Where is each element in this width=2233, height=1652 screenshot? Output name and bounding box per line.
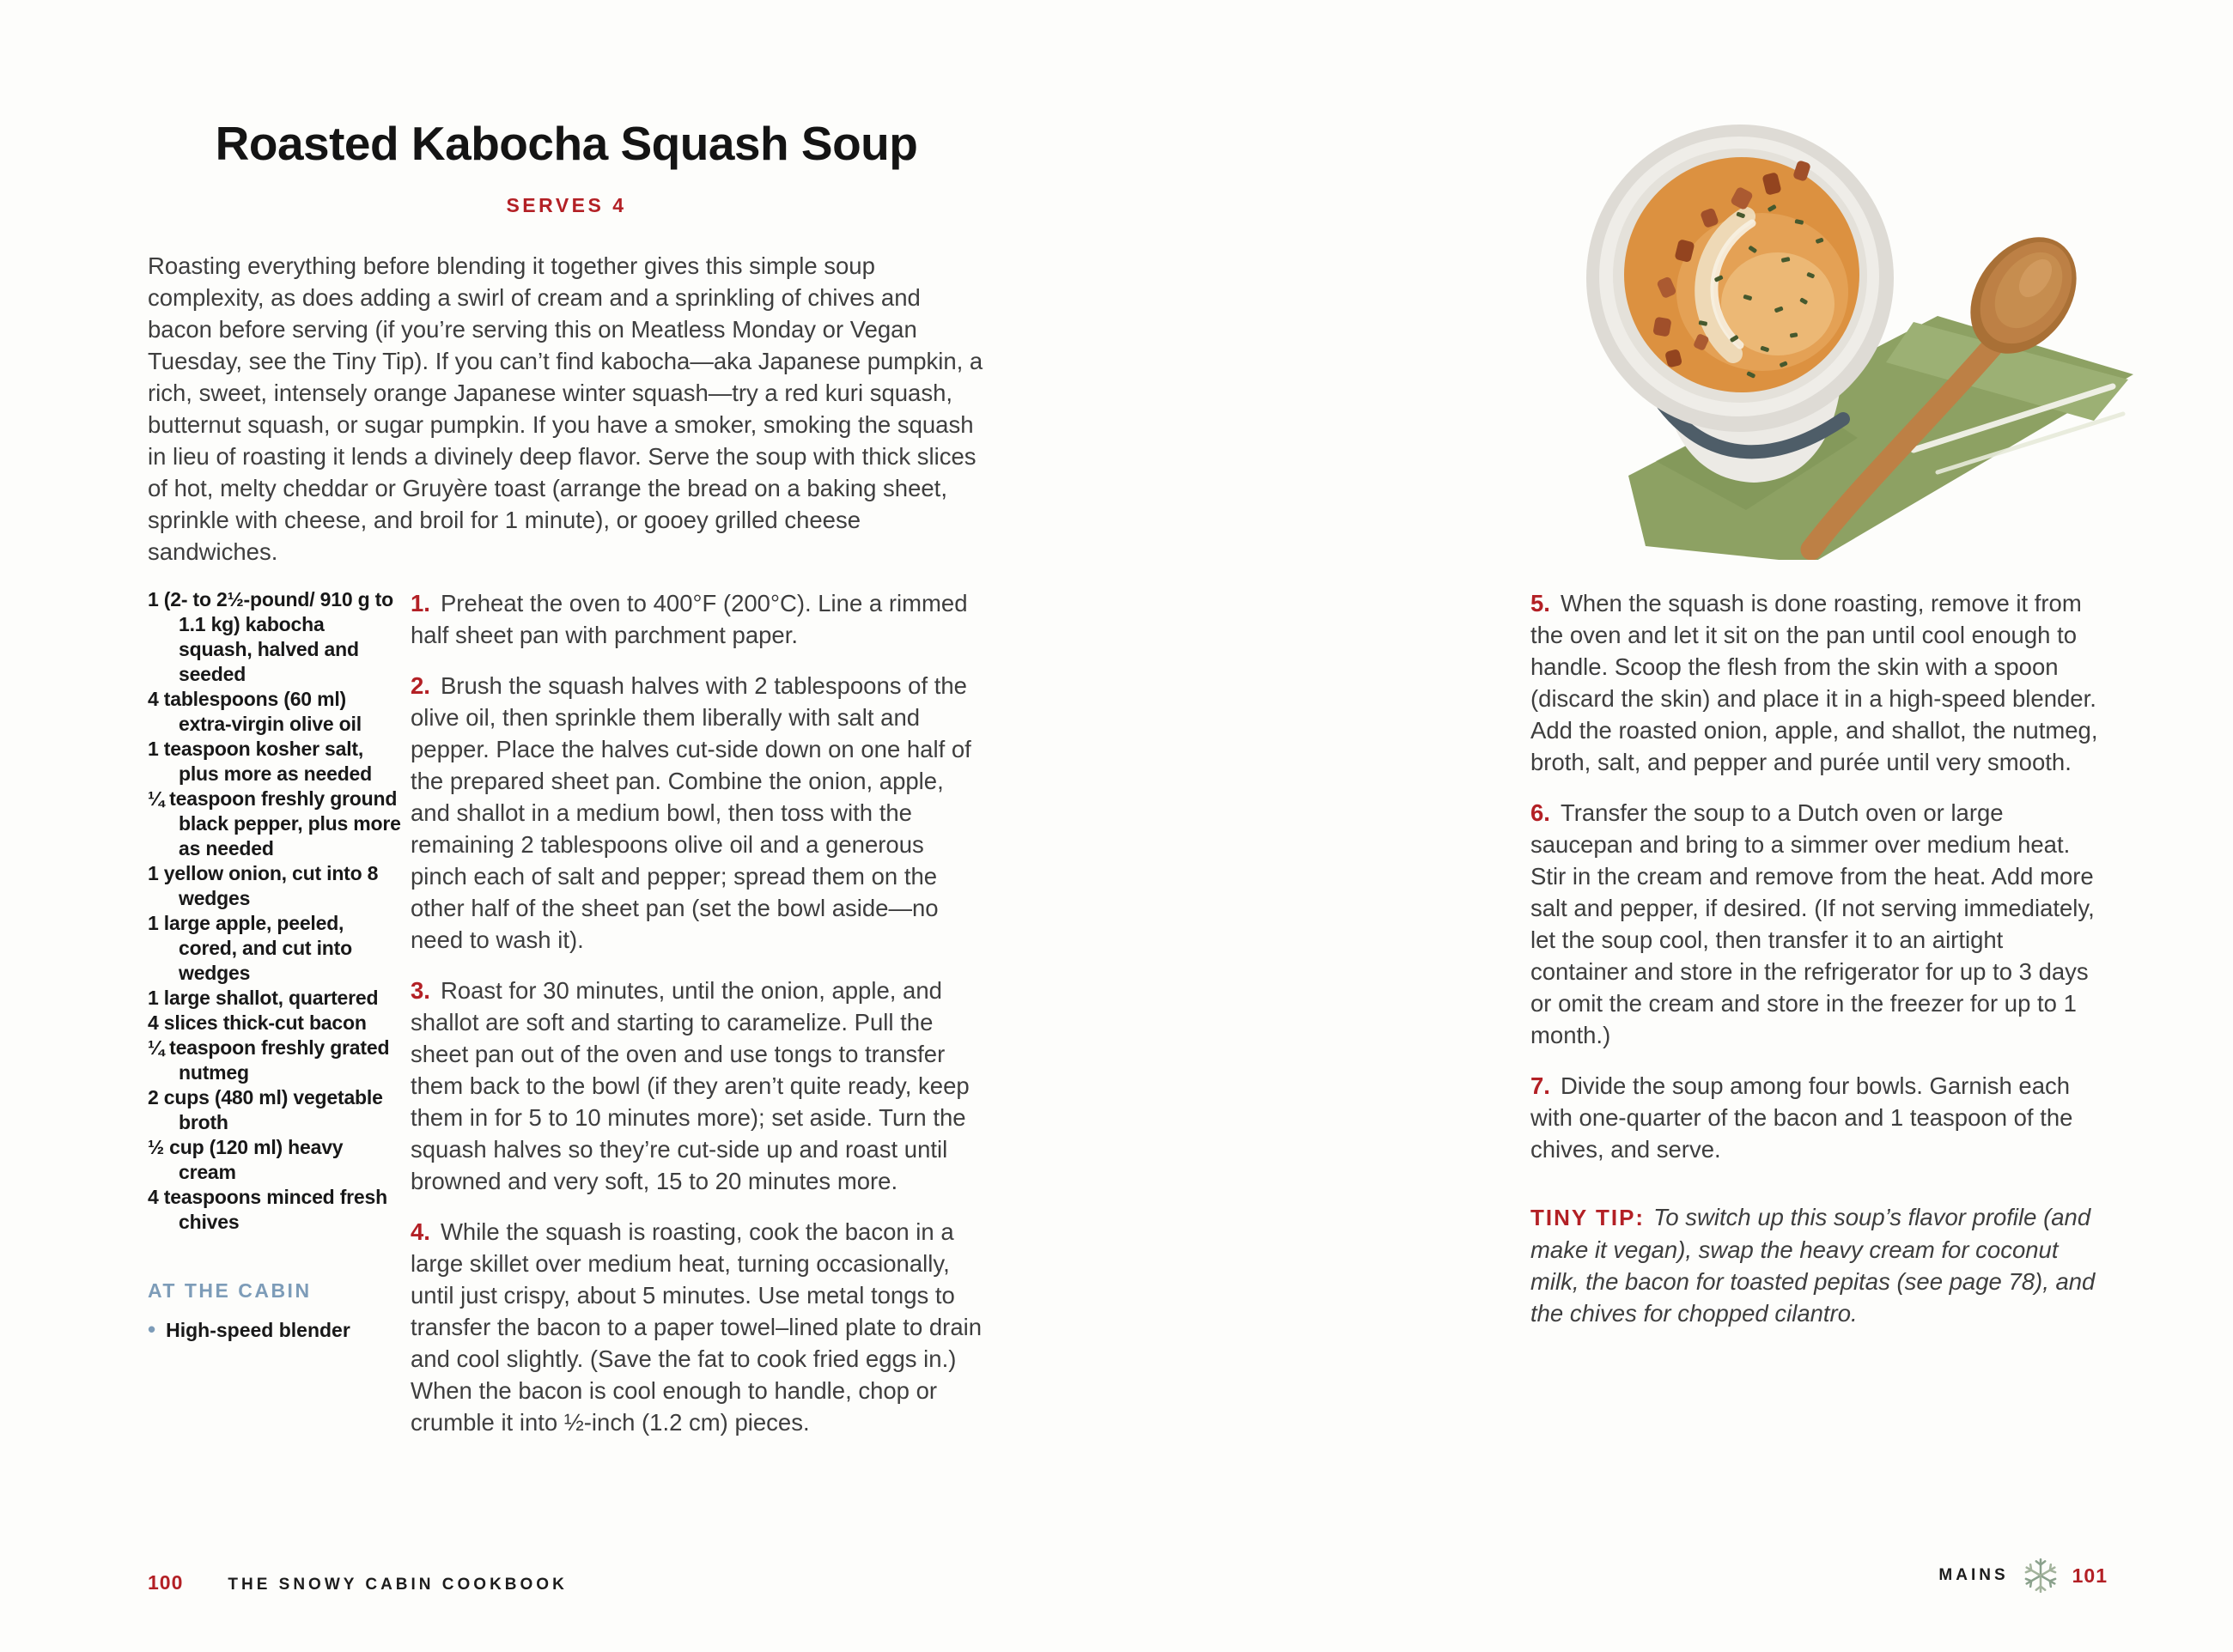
- ingredient-item: 1 yellow onion, cut into 8 wedges: [148, 862, 379, 909]
- soup-bowl-illustration-svg: [1570, 79, 2137, 560]
- soup-bowl-illustration: [1570, 79, 2137, 560]
- recipe-title: Roasted Kabocha Squash Soup: [215, 117, 918, 170]
- recipe-intro: Roasting everything before blending it together gives this simple soup complexity, as does adding a swirl of cream and a sprinkling of chives and bacon before serving (if you’re serving this on Meatless Monday or Vegan Tuesday, see the Tiny Tip). If you can’t find kabocha—aka Japanese pumpkin, a rich, sweet, intensely orange Japanese winter squash—try a red kuri squash, butternut squash, or sugar pumpkin. If you have a smoker, smoking the squash in lieu of roasting it lends a divinely deep flavor. Serve the soup with thick slices of hot, melty cheddar or Gruyère toast (arrange the bread on a baking sheet, sprinkle with cheese, and broil for 1 minute), or gooey grilled cheese sandwiches.: [148, 252, 983, 565]
- right-column: [1530, 587, 2106, 1329]
- step-number: 2.: [411, 672, 430, 699]
- serves-label: SERVES 4: [506, 194, 627, 216]
- equipment-label: High-speed blender: [166, 1319, 350, 1341]
- ingredient-item: 1 (2- to 2½-pound/ 910 g to 1.1 kg) kabocha squash, halved and seeded: [148, 588, 393, 685]
- recipe-step: [1530, 797, 2106, 1051]
- section-label: MAINS: [1938, 1566, 2009, 1584]
- ingredient-item: 4 teaspoons minced fresh chives: [148, 1186, 387, 1233]
- step-number: 4.: [411, 1218, 430, 1245]
- page-number-right: 101: [2072, 1564, 2108, 1587]
- step-number: 3.: [411, 977, 430, 1004]
- ingredient-item: ¼ teaspoon freshly ground black pepper, plus more as needed: [148, 787, 401, 859]
- step-number: 7.: [1530, 1072, 1550, 1099]
- tiny-tip: [1530, 1201, 2106, 1329]
- step-text: Roast for 30 minutes, until the onion, apple, and shallot are soft and starting to caramelize. Pull the sheet pan out of the oven and use tongs to transfer them back to the bowl (if they aren’t quite ready, keep them in for 5 to 10 minutes more); set aside. Turn the squash halves so they’re cut-side up and roast until browned and very soft, 15 to 20 minutes more.: [411, 977, 970, 1194]
- ingredient-item: 1 teaspoon kosher salt, plus more as needed: [148, 738, 372, 785]
- recipe-step: [1530, 1070, 2106, 1165]
- ingredient-item: 1 large shallot, quartered: [148, 987, 379, 1009]
- book-title: THE SNOWY CABIN COOKBOOK: [228, 1576, 568, 1594]
- step-text: When the squash is done roasting, remove it from the oven and let it sit on the pan until cool enough to handle. Scoop the flesh from the skin with a spoon (discard the skin) and place it in a high-speed blender. Add the roasted onion, apple, and shallot, the nutmeg, broth, salt, and pepper and purée until very smooth.: [1530, 590, 2098, 775]
- step-text: Preheat the oven to 400°F (200°C). Line a rimmed half sheet pan with parchment paper.: [411, 590, 968, 648]
- step-text: Divide the soup among four bowls. Garnish each with one-quarter of the bacon and 1 teaspoon of the chives, and serve.: [1530, 1072, 2073, 1163]
- tiny-tip-label: TINY TIP:: [1530, 1205, 1646, 1230]
- ingredient-item: ½ cup (120 ml) heavy cream: [148, 1136, 344, 1183]
- step-number: 5.: [1530, 590, 1550, 616]
- ingredient-item: 4 slices thick-cut bacon: [148, 1011, 367, 1034]
- recipe-step: [1530, 587, 2106, 778]
- page-number-left: 100: [148, 1571, 184, 1594]
- ingredient-item: ¼ teaspoon freshly grated nutmeg: [148, 1036, 390, 1084]
- tiny-tip-text: To switch up this soup’s flavor profile (and make it vegan), swap the heavy cream for coconut milk, the bacon for toasted pepitas (see page 78), and the chives for chopped cilantro.: [1530, 1204, 2096, 1327]
- ingredient-item: 2 cups (480 ml) vegetable broth: [148, 1086, 383, 1133]
- bullet-dot-icon: •: [148, 1316, 156, 1342]
- ingredient-item: 4 tablespoons (60 ml) extra-virgin olive oil: [148, 688, 362, 735]
- right-footer: [1530, 1556, 2108, 1595]
- at-the-cabin-heading: AT THE CABIN: [148, 1279, 312, 1302]
- steps-right-column: [1530, 587, 2106, 1165]
- step-number: 1.: [411, 590, 430, 616]
- snowflake-icon: [2021, 1556, 2060, 1595]
- ingredient-item: 1 large apple, peeled, cored, and cut into wedges: [148, 912, 352, 984]
- step-text: Brush the squash halves with 2 tablespoons of the olive oil, then sprinkle them liberally with salt and pepper. Place the halves cut-side down on one half of the prepared sheet pan. Combine the onion, apple, and shallot in a medium bowl, then toss with the remaining 2 tablespoons olive oil and a generous pinch each of salt and pepper; spread them on the other half of the sheet pan (set the bowl aside—no need to wash it).: [411, 672, 971, 953]
- step-text: While the squash is roasting, cook the bacon in a large skillet over medium heat, turning occasionally, until just crispy, about 5 minutes. Use metal tongs to transfer the bacon to a paper towel–lined plate to drain and cool slightly. (Save the fat to cook fried eggs in.) When the bacon is cool enough to handle, chop or crumble it into ½-inch (1.2 cm) pieces.: [411, 1218, 983, 1436]
- step-text: Transfer the soup to a Dutch oven or large saucepan and bring to a simmer over medium heat. Stir in the cream and remove from the heat. Add more salt and pepper, if desired. (If not serving immediately, let the soup cool, then transfer it to an airtight container and store in the refrigerator for up to 3 days or omit the cream and store in the freezer for up to 1 month.): [1530, 799, 2095, 1048]
- step-number: 6.: [1530, 799, 1550, 826]
